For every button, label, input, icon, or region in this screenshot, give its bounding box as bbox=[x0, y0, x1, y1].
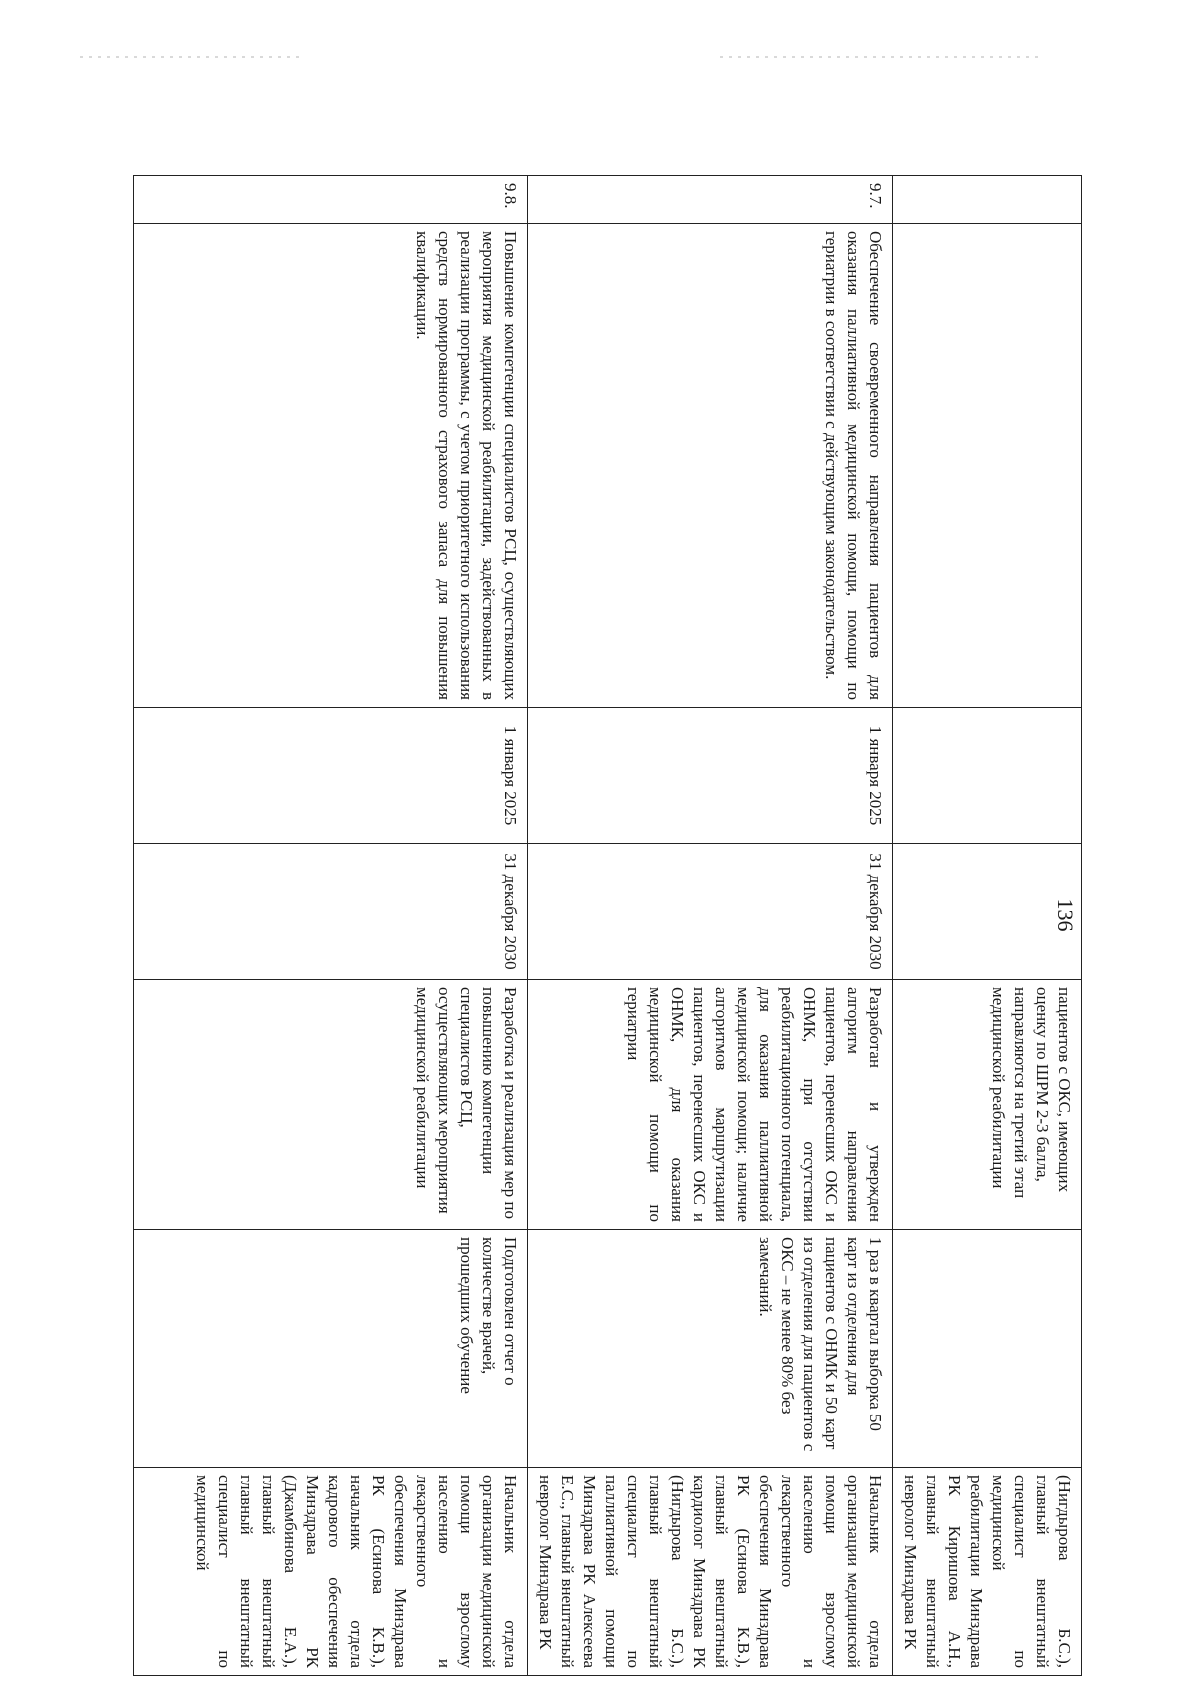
indicator-cell: Подготовлен отчет о количестве врачей, прошедших обучение bbox=[134, 1230, 528, 1468]
responsible-cell: Начальник отдела организации медицинской помощи взрослому населению и лекарственного обеспечения Минздрава РК (Есинова К.В.), начальник отдела кадрового обеспечения Минздрава РК (Джамбинова Е.А.), главный внештатный главный внештатный специалист по медицинской bbox=[134, 1468, 528, 1676]
result-cell: Разработка и реализация мер по повышению компетенции специалистов РСЦ, осуществляющих мероприятия медицинской реабилитации bbox=[134, 980, 528, 1230]
start-date-cell: 1 января 2025 bbox=[134, 708, 528, 844]
start-date-cell bbox=[893, 708, 1082, 844]
indicator-cell: 1 раз в квартал выборка 50 карт из отделения для пациентов с ОНМК и 50 карт из отделения для пациентов с ОКС – не менее 80% без замечаний. bbox=[528, 1230, 893, 1468]
scan-speckle-left bbox=[80, 56, 300, 58]
table-row bbox=[528, 176, 893, 1676]
page-number: 136 bbox=[1053, 898, 1078, 932]
scan-speckle-right bbox=[720, 56, 1040, 58]
row-number: 9.8. bbox=[134, 176, 528, 224]
end-date-cell: 31 декабря 2030 bbox=[134, 844, 528, 980]
task-cell: Обеспечение своевременного направления пациентов для оказания паллиативной медицинской помощи, помощи по гериатрии в соответствии с действующим законодательством. bbox=[528, 224, 893, 708]
result-cell: пациентов с ОКС, имеющих оценку по ШРМ 2-3 балла, направляются на третий этап медицинской реабилитации bbox=[893, 980, 1082, 1230]
task-cell bbox=[893, 224, 1082, 708]
row-number: 9.7. bbox=[528, 176, 893, 224]
plan-table bbox=[133, 175, 1082, 1676]
end-date-cell: 31 декабря 2030 bbox=[528, 844, 893, 980]
task-cell: Повышение компетенции специалистов РСЦ, осуществляющих мероприятия медицинской реабилитации, задействованных в реализации программы, с учетом приоритетного использования средств нормированного страхового запаса для повышения квалификации. bbox=[134, 224, 528, 708]
responsible-cell: Начальник отдела организации медицинской помощи взрослому населению и лекарственного обеспечения Минздрава РК (Есинова К.В.), главный внештатный кардиолог Минздрава РК (Нигдырова Б.С.), главный внештатный специалист по паллиативной помощи Минздрава РК Алексеева Е.С., главный внештатный невролог Минздрава РК bbox=[528, 1468, 893, 1676]
responsible-cell: (Нигдырова Б.С.), главный внештатный специалист по медицинской реабилитации Минздрава РК Киришова А.Н., главный внештатный невролог Минздрава РК bbox=[893, 1468, 1082, 1676]
indicator-cell bbox=[893, 1230, 1082, 1468]
start-date-cell: 1 января 2025 bbox=[528, 708, 893, 844]
rotated-table-container bbox=[170, 175, 1082, 1675]
result-cell: Разработан и утвержден алгоритм направления пациентов, перенесших ОКС и ОНМК, при отсутствии реабилитационного потенциала, для оказания паллиативной медицинской помощи; наличие алгоритмов маршрутизации пациентов, перенесших ОКС и ОНМК, для оказания медицинской помощи по гериатрии bbox=[528, 980, 893, 1230]
row-number bbox=[893, 176, 1082, 224]
table-row bbox=[134, 176, 528, 1676]
